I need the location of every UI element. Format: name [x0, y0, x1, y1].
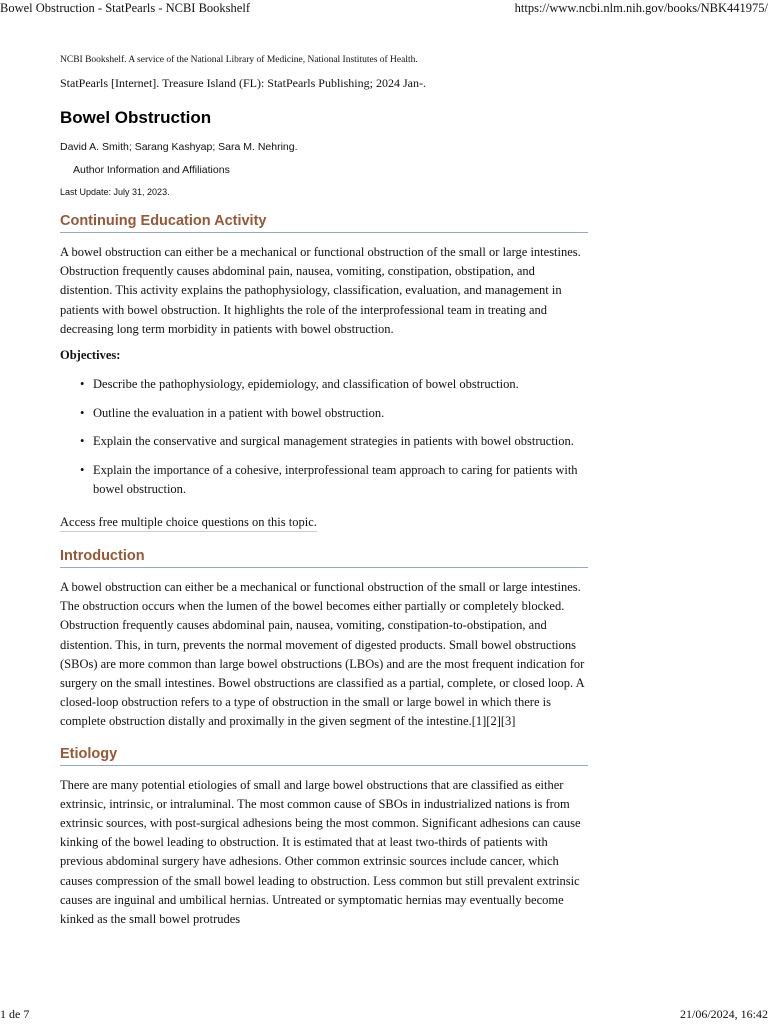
mcq-access-link[interactable]: Access free multiple choice questions on this topic. [60, 513, 317, 532]
print-datetime: 21/06/2024, 16:42 [679, 1007, 768, 1021]
etiology-paragraph: There are many potential etiologies of small and large bowel obstructions that are classified as either extrinsic, intrinsic, or intraluminal. The most common cause of SBOs in industrialized nations is from extrinsic sources, with post-surgical adhesions being the most common. Significant adhesions can cause kinking of the bowel leading to obstruction. It is estimated that at least two-thirds of patients with previous abdominal surgery have adhesions. Other common extrinsic sources include cancer, which causes compression of the small bowel leading to obstruction. Less common but still prevalent extrinsic causes are inguinal and umbilical hernias. Untreated or symptomatic hernias may eventually become kinked as the small bowel protrudes [60, 777, 581, 927]
section-heading-etiology: Etiology [60, 745, 588, 766]
objective-item [60, 375, 588, 394]
section-heading-cea: Continuing Education Activity [60, 212, 588, 233]
bullet-icon: • [80, 377, 85, 392]
bookshelf-notice: NCBI Bookshelf. A service of the National Library of Medicine, National Institutes of Health. [60, 55, 418, 65]
reference-link[interactable]: [3] [500, 714, 516, 729]
objective-text: Outline the evaluation in a patient with bowel obstruction. [93, 405, 385, 420]
article-title: Bowel Obstruction [60, 108, 212, 127]
bullet-icon: • [80, 405, 85, 420]
objective-item [60, 404, 588, 423]
bullet-icon: • [80, 463, 85, 478]
objective-item [60, 432, 588, 451]
article-content [60, 54, 588, 929]
objectives-list [60, 375, 588, 500]
author-list: David A. Smith; Sarang Kashyap; Sara M. Nehring. [60, 141, 298, 153]
section-heading-introduction: Introduction [60, 547, 588, 568]
introduction-paragraph [60, 578, 588, 732]
book-citation: StatPearls [Internet]. Treasure Island (FL): StatPearls Publishing; 2024 Jan-. [60, 76, 426, 90]
print-page-url: https://www.ncbi.nlm.nih.gov/books/NBK441975/ [514, 1, 768, 15]
objective-text: Describe the pathophysiology, epidemiology, and classification of bowel obstruction. [93, 377, 519, 392]
objective-text: Explain the conservative and surgical management strategies in patients with bowel obstruction. [93, 434, 574, 449]
reference-link[interactable]: [2] [486, 714, 501, 729]
cea-paragraph: A bowel obstruction can either be a mechanical or functional obstruction of the small or large intestines. Obstruction frequently causes abdominal pain, nausea, vomiting, constipation, obstipation, and distention. This activity explains the pathophysiology, classification, evaluation, and management in patients with bowel obstruction. It highlights the role of the interprofessional team in treating and decreasing long term morbidity in patients with bowel obstruction. [60, 245, 581, 336]
bullet-icon: • [80, 434, 85, 449]
author-affiliations-link[interactable]: Author Information and Affiliations [73, 164, 230, 176]
print-footer [0, 1006, 768, 1024]
print-header [0, 0, 768, 18]
reference-link[interactable]: [1] [471, 714, 487, 729]
last-update: Last Update: July 31, 2023. [60, 187, 170, 197]
introduction-text: A bowel obstruction can either be a mechanical or functional obstruction of the small or large intestines. The obstruction occurs when the lumen of the bowel becomes either partially or completely blocked. Obstruction frequently causes abdominal pain, nausea, vomiting, constipation-to-obstipation, and distention. This, in turn, prevents the normal movement of digested products. Small bowel obstructions (SBOs) are more common than large bowel obstructions (LBOs) and are the most frequent indication for surgery on the small intestines. Bowel obstructions are classified as a partial, complete, or closed loop. A closed-loop obstruction refers to a type of obstruction in the small or large bowel in which there is complete obstruction distally and proximally in the given segment of the intestine. [60, 580, 585, 729]
objective-item [60, 461, 588, 499]
objectives-label: Objectives: [60, 348, 121, 363]
page-number: 1 de 7 [0, 1007, 30, 1021]
objective-text: Explain the importance of a cohesive, interprofessional team approach to caring for patients with bowel obstruction. [93, 463, 578, 497]
print-page-title: Bowel Obstruction - StatPearls - NCBI Bookshelf [0, 1, 250, 15]
